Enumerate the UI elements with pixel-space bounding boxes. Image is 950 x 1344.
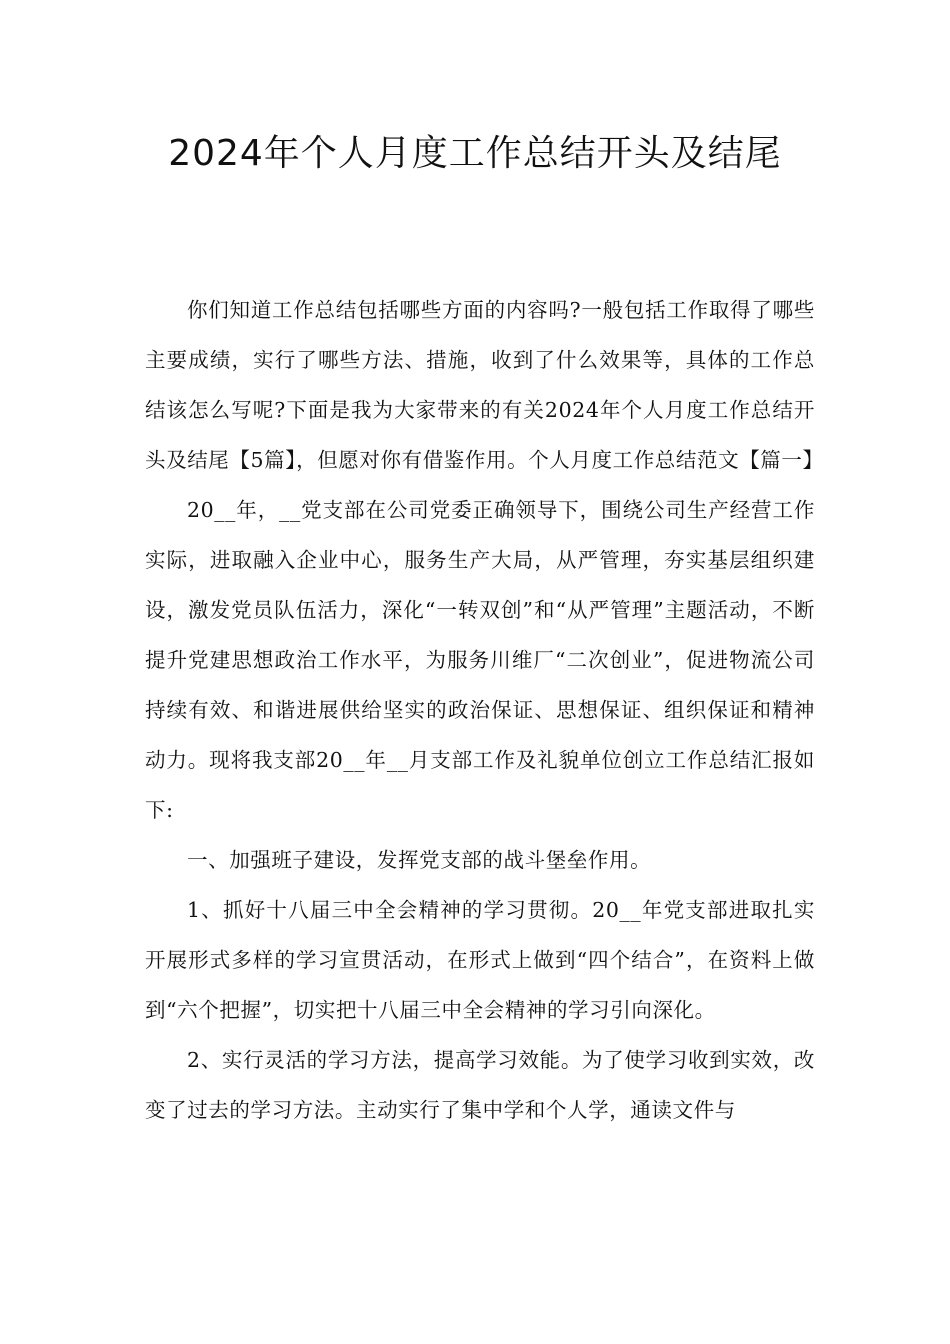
paragraph-summary: 20__年，__党支部在公司党委正确领导下，围绕公司生产经营工作实际，进取融入企业中心，服务生产大局，从严管理，夯实基层组织建设，激发党员队伍活力，深化“一转双创”和“从严管理”主题活动，不断提升党建思想政治工作水平，为服务川维厂“二次创业”，促进物流公司持续有效、和谐进展供给坚实的政治保证、思想保证、组织保证和精神动力。现将我支部20__年__月支部工作及礼貌单位创立工作总结汇报如下: <box>145 498 815 822</box>
paragraph-item-1: 1、抓好十八届三中全会精神的学习贯彻。20__年党支部进取扎实开展形式多样的学习宣贯活动，在形式上做到“四个结合”，在资料上做到“六个把握”，切实把十八届三中全会精神的学习引向深化。 <box>145 898 815 1022</box>
paragraph-item-2: 2、实行灵活的学习方法，提高学习效能。为了使学习收到实效，改变了过去的学习方法。主动实行了集中学和个人学，通读文件与 <box>145 1048 815 1122</box>
paragraph-section-heading: 一、加强班子建设，发挥党支部的战斗堡垒作用。 <box>187 848 652 872</box>
document-body <box>145 285 824 1135</box>
paragraph-intro: 你们知道工作总结包括哪些方面的内容吗?一般包括工作取得了哪些主要成绩，实行了哪些方法、措施，收到了什么效果等，具体的工作总结该怎么写呢?下面是我为大家带来的有关2024年个人月度工作总结开头及结尾【5篇】，但愿对你有借鉴作用。个人月度工作总结范文【篇一】 <box>145 298 824 472</box>
document-title: 2024年个人月度工作总结开头及结尾 <box>168 133 782 174</box>
